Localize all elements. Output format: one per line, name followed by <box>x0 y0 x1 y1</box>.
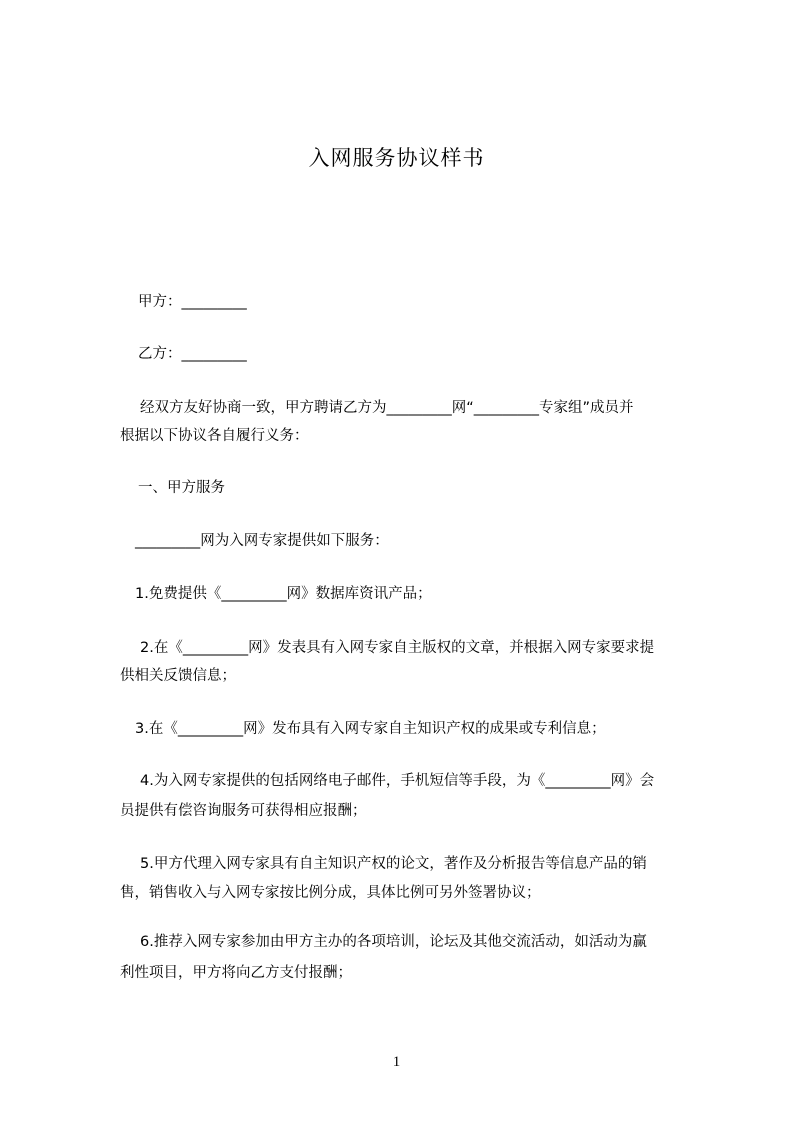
service-item-1: 1.免费提供《_________网》数据库资讯产品； <box>135 586 432 602</box>
service-item-4-line-2: 员提供有偿咨询服务可获得相应报酬； <box>120 803 367 819</box>
intro-line-1: 经双方友好协商一致，甲方聘请乙方为_________网“_________专家组”成员并 <box>140 400 634 416</box>
service-item-6-line-1: 6.推荐入网专家参加由甲方主办的各项培训，论坛及其他交流活动，如活动为赢 <box>140 934 647 950</box>
service-item-5-line-2: 售，销售收入与入网专家按比例分成，具体比例可另外签署协议； <box>120 885 541 901</box>
party-a-line: 甲方：_________ <box>138 294 247 310</box>
section-1-heading: 一、甲方服务 <box>138 480 225 496</box>
service-item-3: 3.在《_________网》发布具有入网专家自主知识产权的成果或专利信息； <box>135 721 606 737</box>
section-1-lead: _________网为入网专家提供如下服务： <box>135 533 389 549</box>
service-item-5-line-1: 5.甲方代理入网专家具有自主知识产权的论文，著作及分析报告等信息产品的销 <box>140 856 647 872</box>
service-item-2-line-1: 2.在《_________网》发表具有入网专家自主版权的文章，并根据入网专家要求提 <box>140 640 655 656</box>
page-number: 1 <box>392 1054 401 1070</box>
service-item-2-line-2: 供相关反馈信息； <box>120 668 236 684</box>
service-item-6-line-2: 利性项目，甲方将向乙方支付报酬； <box>120 965 352 981</box>
document-title: 入网服务协议样书 <box>308 146 485 170</box>
service-item-4-line-1: 4.为入网专家提供的包括网络电子邮件，手机短信等手段，为《_________网》会 <box>140 773 655 789</box>
party-b-line: 乙方：_________ <box>138 346 247 362</box>
intro-line-2: 根据以下协议各自履行义务： <box>120 428 309 444</box>
